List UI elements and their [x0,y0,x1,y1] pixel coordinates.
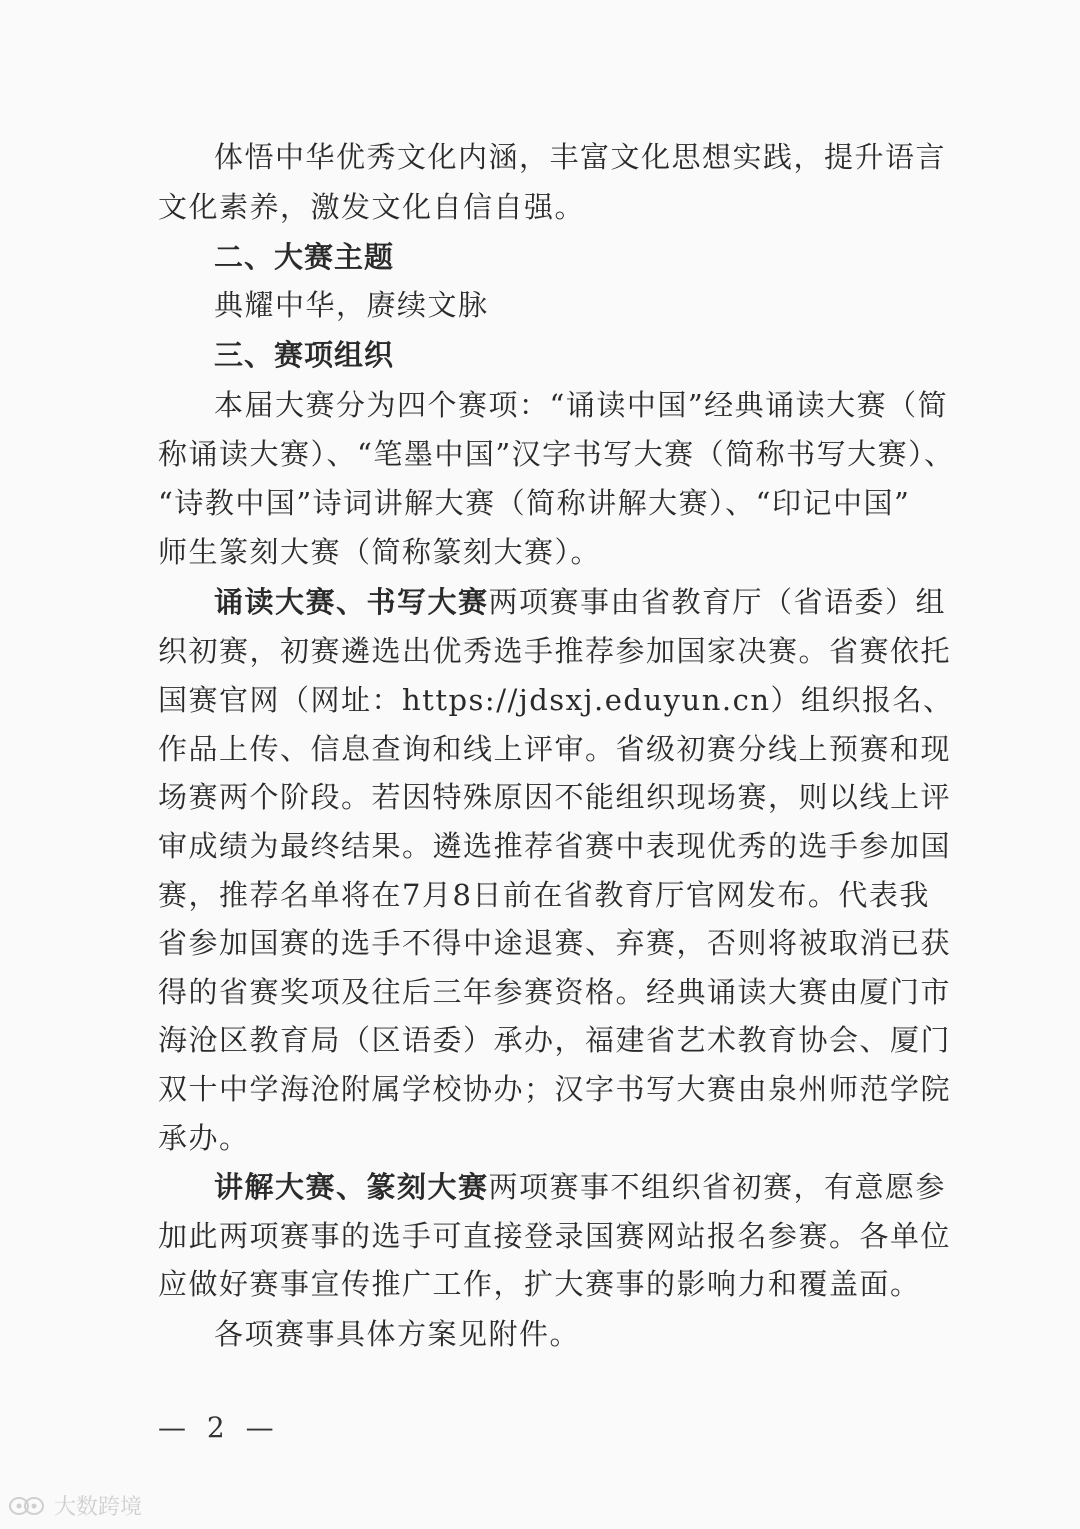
paragraph-line [214,1167,946,1207]
watermark [8,1490,142,1521]
paragraph-line: 省参加国赛的选手不得中途退赛、弃赛，否则将被取消已获 [158,926,952,960]
paragraph-line: 得的省赛奖项及往后三年参赛资格。经典诵读大赛由厦门市 [158,975,952,1009]
paragraph-line: 国赛官网（网址：https://jdsxj.eduyun.cn）组织报名、 [158,683,954,717]
paragraph-line: 审成绩为最终结果。遴选推荐省赛中表现优秀的选手参加国 [158,829,952,863]
paragraph-line: 本届大赛分为四个赛项：“诵读中国”经典诵读大赛（简 [214,388,949,422]
paragraph-line: 体悟中华优秀文化内涵，丰富文化思想实践，提升语言 [214,140,947,174]
paragraph-line: 作品上传、信息查询和线上评审。省级初赛分线上预赛和现 [158,732,952,766]
watermark-logo-icon [8,1495,48,1517]
paragraph-text: 两项赛事由省教育厅（省语委）组 [488,585,947,619]
paragraph-line: 应做好赛事宣传推广工作，扩大赛事的影响力和覆盖面。 [158,1267,921,1301]
section-heading-theme: 二、大赛主题 [214,240,395,274]
paragraph-line: 加此两项赛事的选手可直接登录国赛网站报名参赛。各单位 [158,1219,952,1253]
bold-lead-explain-seal: 讲解大赛、篆刻大赛 [214,1170,489,1204]
paragraph-line: 场赛两个阶段。若因特殊原因不能组织现场赛，则以线上评 [158,780,952,814]
watermark-text: 大数跨境 [54,1495,143,1520]
section-heading-organization: 三、赛项组织 [214,338,395,372]
paragraph-line: 文化素养，激发文化自信自强。 [158,190,586,224]
page-number: — 2 — [158,1411,280,1444]
paragraph-line: “诗教中国”诗词讲解大赛（简称讲解大赛）、“印记中国” [158,486,911,520]
paragraph-line: 各项赛事具体方案见附件。 [214,1317,581,1351]
paragraph-line: 称诵读大赛）、“笔墨中国”汉字书写大赛（简称书写大赛）、 [158,437,955,471]
paragraph-text: 两项赛事不组织省初赛，有意愿参 [488,1170,947,1204]
paragraph-line: 承办。 [158,1121,250,1155]
paragraph-line: 赛，推荐名单将在7月8日前在省教育厅官网发布。代表我 [158,878,930,912]
paragraph-line: 双十中学海沧附属学校协办；汉字书写大赛由泉州师范学院 [158,1072,952,1106]
paragraph-line: 织初赛，初赛遴选出优秀选手推荐参加国家决赛。省赛依托 [158,634,952,668]
paragraph-line: 海沧区教育局（区语委）承办，福建省艺术教育协会、厦门 [158,1023,952,1057]
theme-text: 典耀中华，赓续文脉 [214,288,489,322]
paragraph-line: 师生篆刻大赛（简称篆刻大赛）。 [158,535,602,569]
bold-lead-read-write: 诵读大赛、书写大赛 [214,585,489,619]
paragraph-line [214,582,946,622]
